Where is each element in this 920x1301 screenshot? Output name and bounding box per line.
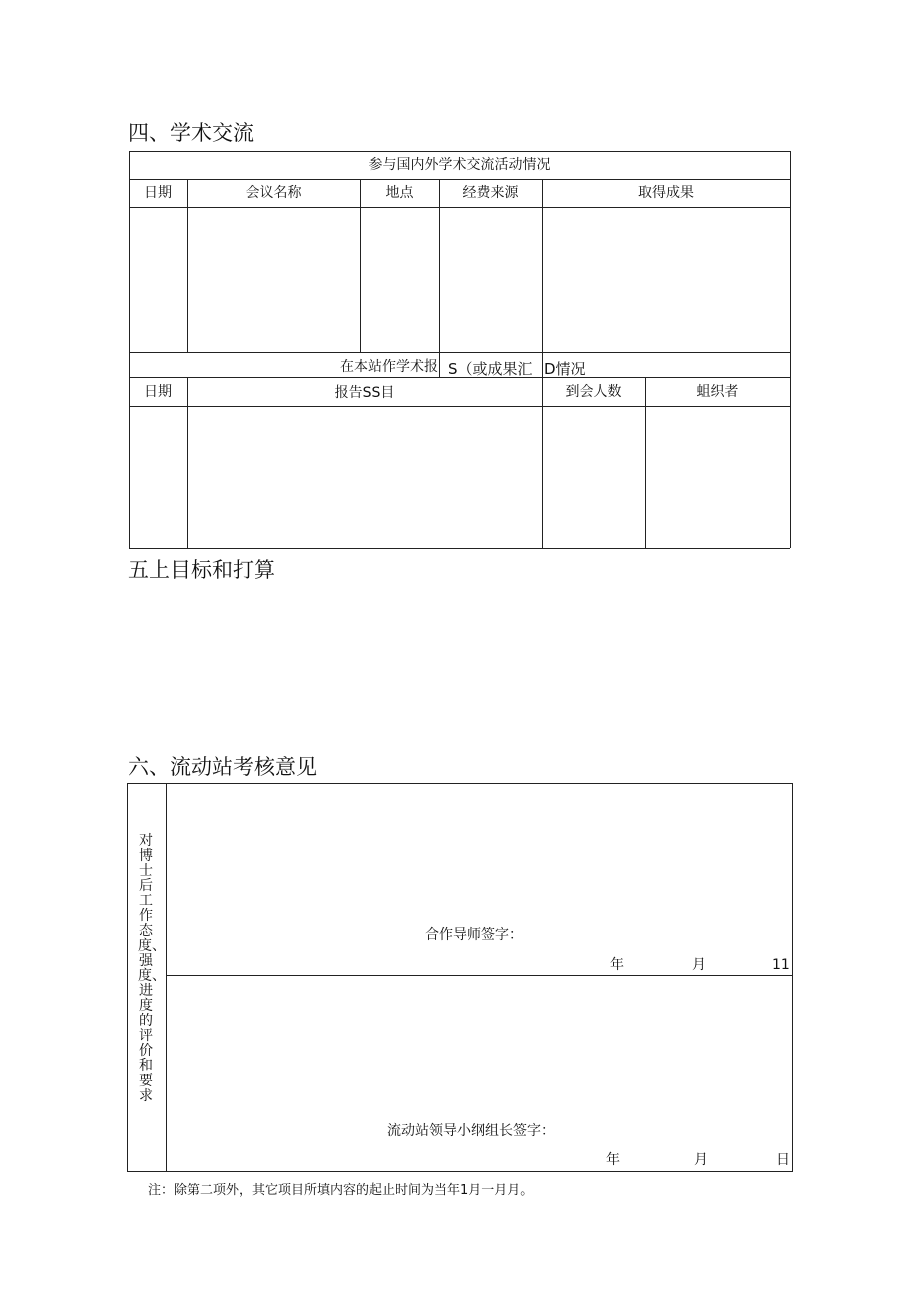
table1-cell-location[interactable] [361,208,439,352]
station-leader-signature-label: 流动站领导小纲组长签字： [387,1123,555,1139]
section-6-title: 六、流动站考核意见 [128,755,317,779]
supervisor-month-label: 月 [692,957,706,973]
table2-header-attendees: 到会人数 [565,384,622,400]
table1-header-location: 地点 [385,185,414,201]
table1-cell-date[interactable] [130,208,187,352]
table1-cell-results[interactable] [543,208,790,352]
table2-header-organizer: 蛆织者 [696,384,739,400]
table2-cell-date[interactable] [130,407,187,548]
assessment-side-label: 对博士后工作态度、强度、进度的评价和要求 [138,833,166,1104]
station-leader-year-label: 年 [606,1152,620,1168]
station-leader-opinion-area[interactable] [167,976,792,1170]
footnote: 注：除第二项外，其它项目所填内容的起止时间为当年1月一月月。 [148,1183,534,1198]
table1-header-funding: 经费来源 [462,185,519,201]
supervisor-year-label: 年 [610,957,624,973]
station-leader-month-label: 月 [694,1152,708,1168]
table2-cell-report-title[interactable] [188,407,542,548]
supervisor-signature-label: 合作导师签字： [425,927,523,943]
section-4-title: 四、学术交流 [128,121,254,145]
station-leader-day-label: 日 [776,1152,790,1168]
table2-caption-left: 在本站作学术报 [340,359,438,375]
table1-header-results: 取得成果 [638,185,694,201]
goals-plans-area[interactable] [129,590,790,740]
table1-caption: 参与国内外学术交流活动情况 [368,157,551,173]
table1-header-meeting-name: 会议名称 [245,185,302,201]
table1-cell-meeting-name[interactable] [188,208,360,352]
table1-cell-funding[interactable] [440,208,542,352]
table2-header-report-title: 报告SS目 [334,385,395,401]
table2-caption-mid: S（或成果汇 [448,360,533,378]
table2-caption-right: D情况 [544,360,586,378]
section-5-title: 五上目标和打算 [128,558,275,582]
table1-header-date: 日期 [144,185,172,201]
supervisor-day-label: 11 [772,957,790,973]
table2-cell-attendees[interactable] [543,407,645,548]
table2-header-date: 日期 [144,384,172,400]
supervisor-opinion-area[interactable] [167,784,792,974]
table2-cell-organizer[interactable] [646,407,790,548]
